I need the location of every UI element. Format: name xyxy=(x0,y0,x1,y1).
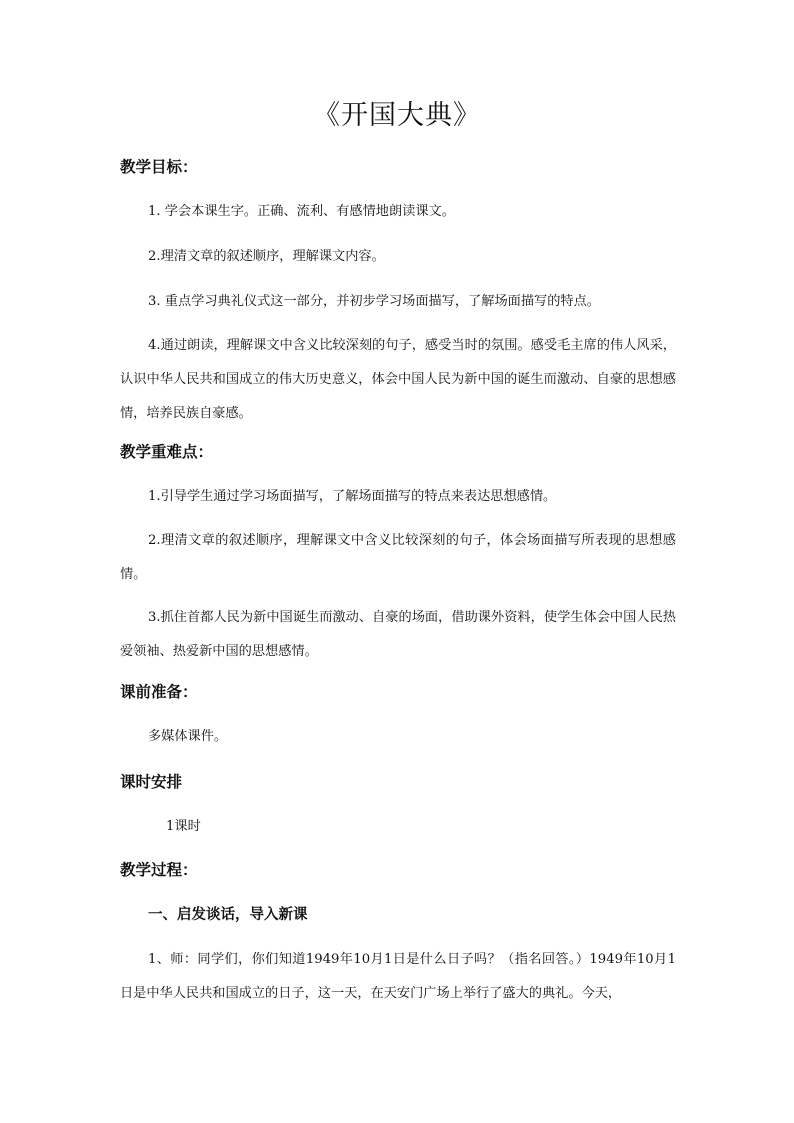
preparation-text: 多媒体课件。 xyxy=(148,729,228,744)
heading-objectives: 教学目标： xyxy=(120,157,198,176)
objective-item-1: 1. 学会本课生字。正确、流利、有感情地朗读课文。 xyxy=(148,204,455,219)
heading-schedule: 课时安排 xyxy=(120,772,183,791)
process-subheading: 一、启发谈话，导入新课 xyxy=(148,906,308,923)
process-paragraph-1: 1、师：同学们，你们知道1949年10月1日是什么日子吗？（指名回答。）1949年10月1日是中华人民共和国成立的日子，这一天，在天安门广场上举行了盛大的典礼。今天， xyxy=(120,952,676,1001)
objective-item-4: 4.通过朗读，理解课文中含义比较深刻的句子，感受当时的氛围。感受毛主席的伟人风采，认识中华人民共和国成立的伟大历史意义，体会中国人民为新中国的诞生而激动、自豪的思想感情，培养民族自豪感。 xyxy=(120,338,676,421)
heading-key-points: 教学重难点： xyxy=(120,442,214,461)
heading-process: 教学过程： xyxy=(120,860,198,879)
schedule-text: 1课时 xyxy=(166,819,201,834)
key-point-item-2: 2.理清文章的叙述顺序，理解课文中含义比较深刻的句子，体会场面描写所表现的思想感情。 xyxy=(120,533,676,582)
objective-item-3: 3. 重点学习典礼仪式这一部分，并初步学习场面描写，了解场面描写的特点。 xyxy=(148,294,600,309)
document-title: 《开国大典》 xyxy=(313,100,481,131)
heading-preparation: 课前准备： xyxy=(120,682,198,701)
key-point-item-3: 3.抓住首都人民为新中国诞生而激动、自豪的场面，借助课外资料，使学生体会中国人民热爱领袖、热爱新中国的思想感情。 xyxy=(120,610,676,659)
objective-item-2: 2.理清文章的叙述顺序，理解课文内容。 xyxy=(148,249,385,264)
key-point-item-1: 1.引导学生通过学习场面描写，了解场面描写的特点来表达思想感情。 xyxy=(148,489,557,504)
